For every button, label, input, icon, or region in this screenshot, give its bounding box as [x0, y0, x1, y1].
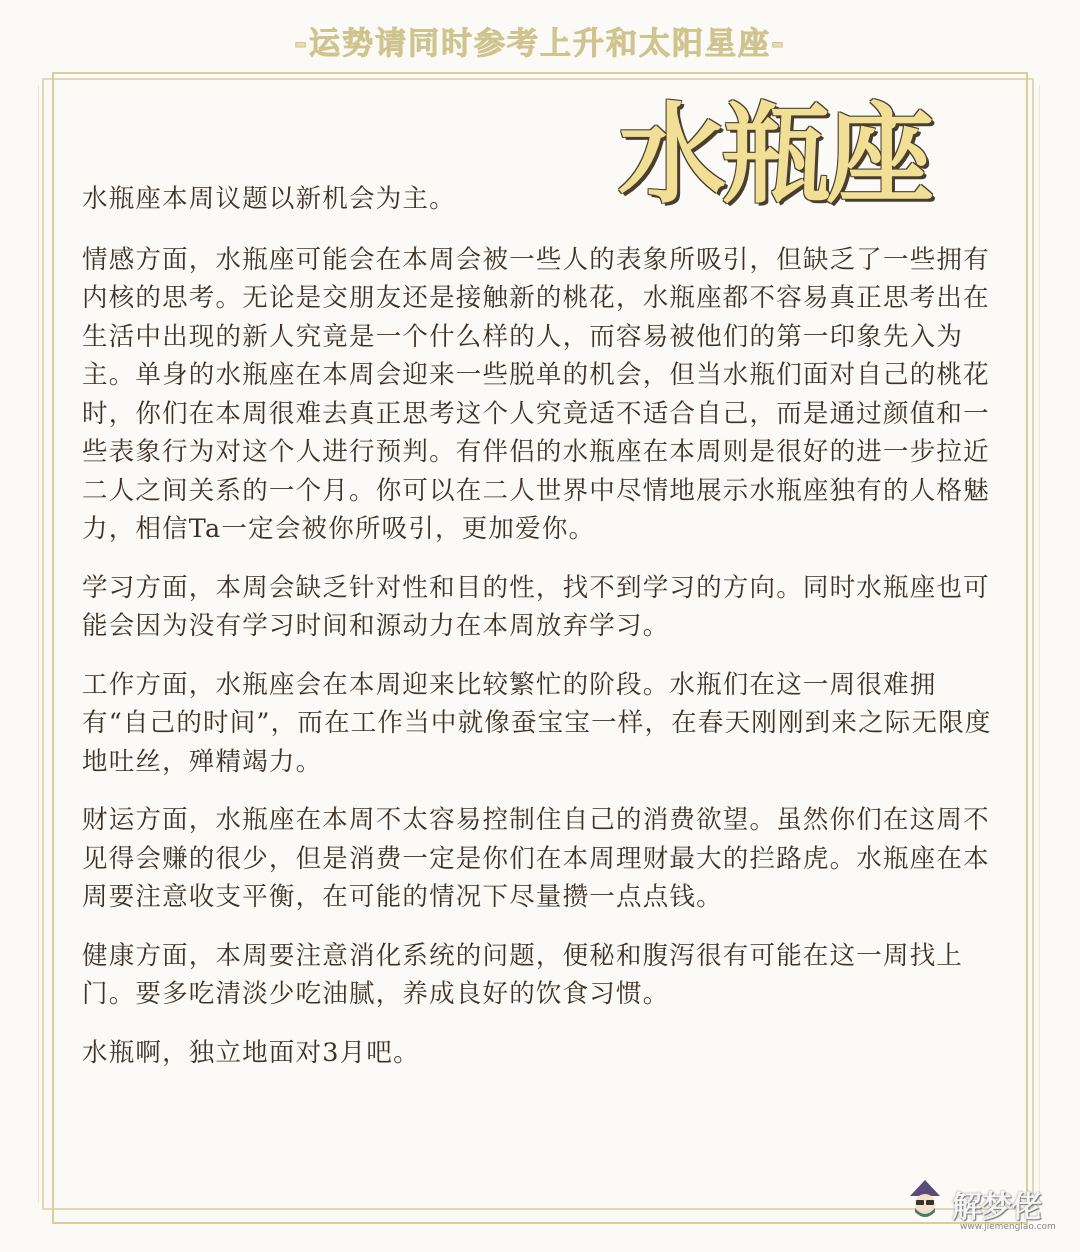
paragraph-emotion: 情感方面，水瓶座可能会在本周会被一些人的表象所吸引，但缺乏了一些拥有内核的思考。无论是交朋友还是接触新的桃花，水瓶座都不容易真正思考出在生活中出现的新人究竟是一个什么样的人，而容易被他们的第一印象先入为主。单身的水瓶座在本周会迎来一些脱单的机会，但当水瓶们面对自己的桃花时，你们在本周很难去真正思考这个人究竟适不适合自己，而是通过颜值和一些表象行为对这个人进行预判。有伴侣的水瓶座在本周则是很好的进一步拉近二人之间关系的一个月。你可以在二人世界中尽情地展示水瓶座独有的人格魅力，相信Ta一定会被你所吸引，更加爱你。 — [82, 244, 990, 544]
paragraph-work: 工作方面，水瓶座会在本周迎来比较繁忙的阶段。水瓶们在这一周很难拥有“自己的时间”，而在工作当中就像蚕宝宝一样，在春天刚刚到来之际无限度地吐丝，殚精竭力。 — [82, 669, 992, 777]
watermark-name: 解梦佬 — [952, 1190, 1042, 1225]
watermark-url: www.jiemenglao.com — [960, 1222, 1056, 1232]
top-banner: -运势请同时参考上升和太阳星座- — [294, 26, 786, 62]
paragraph-closing: 水瓶啊，独立地面对3月吧。 — [82, 1037, 420, 1068]
paragraph-intro: 水瓶座本周议题以新机会为主。 — [82, 184, 456, 214]
paragraph-health: 健康方面，本周要注意消化系统的问题，便秘和腹泻很有可能在这一周找上门。要多吃清淡少吃油腻，养成良好的饮食习惯。 — [82, 940, 964, 1009]
wizard-logo-icon — [904, 1178, 946, 1220]
watermark — [904, 1176, 1054, 1240]
article-body — [82, 180, 1000, 1092]
paragraph-wealth: 财运方面，水瓶座在本周不太容易控制住自己的消费欲望。虽然你们在这周不见得会赚的很少，但是消费一定是你们在本周理财最大的拦路虎。水瓶座在本周要注意收支平衡，在可能的情况下尽量攒一点点钱。 — [82, 805, 990, 912]
paragraph-study: 学习方面，本周会缺乏针对性和目的性，找不到学习的方向。同时水瓶座也可能会因为没有学习时间和源动力在本周放弃学习。 — [82, 572, 990, 641]
page-title: 水瓶座 — [618, 93, 931, 218]
